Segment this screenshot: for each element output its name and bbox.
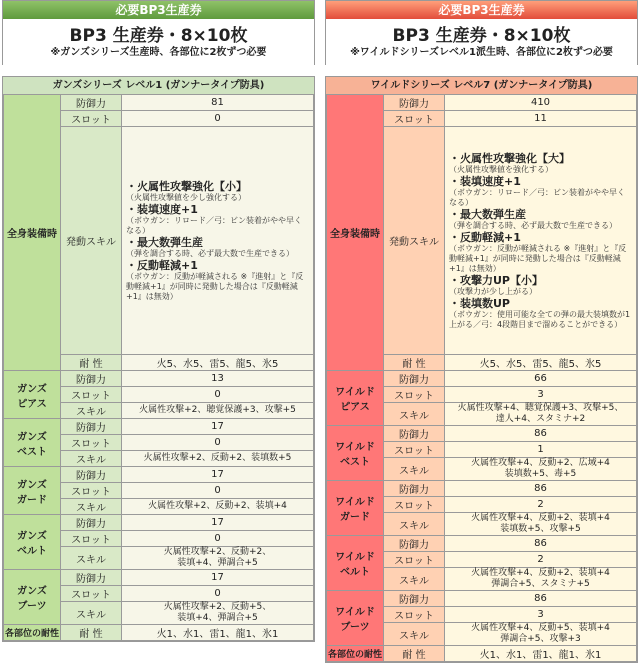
bottom-category: 各部位の耐性 [327,646,384,662]
bottom-label: 耐 性 [384,646,445,662]
bottom-value: 火1、水1、雷1、龍1、氷1 [445,646,637,662]
part-def-value: 86 [445,481,637,497]
skill-name: ・最大数弾生産 [126,235,203,249]
right-header-bar: 必要BP3生産券 [326,1,637,19]
table-row [4,95,314,111]
table-row [327,536,637,552]
right-header-main [326,19,637,65]
skill-name: ・反動軽減+1 [449,230,521,244]
skill-name: ・反動軽減+1 [126,258,198,272]
part-def-label: 防御力 [61,515,122,531]
table-row [4,371,314,387]
bottom-category: 各部位の耐性 [4,625,61,641]
part-name: ワイルド ピアス [327,371,384,426]
def-label: 防御力 [384,95,445,111]
skill-name: ・装填速度+1 [449,174,521,188]
left-header-subtitle: ※ガンズシリーズ生産時、各部位に2枚ずつ必要 [50,47,267,58]
skill-name: ・火属性攻撃強化【小】 [126,179,247,193]
part-skill-value: 火属性攻撃+4、反動+2、装填+4 弾調合+5、スタミナ+5 [445,568,637,591]
part-name: ガンズ ピアス [4,371,61,419]
skill-name: ・最大数弾生産 [449,207,526,221]
skill-list [445,127,637,355]
table-row [4,467,314,483]
slot-label: スロット [384,111,445,127]
part-slot-value: 2 [445,497,637,513]
part-name: ガンズ ガード [4,467,61,515]
left-header-bar: 必要BP3生産券 [3,1,314,19]
part-name: ガンズ ベルト [4,515,61,570]
skill-desc: （火属性攻撃値を少し強化する） [126,192,246,202]
table-row [327,481,637,497]
skill-name: ・火属性攻撃強化【大】 [449,151,570,165]
part-skill-label: スキル [384,513,445,536]
part-skill-label: スキル [61,451,122,467]
res-value: 火5、水5、雷5、龍5、氷5 [122,355,314,371]
part-skill-value: 火属性攻撃+2、反動+5、 装填+4、弾調合+5 [122,602,314,625]
part-slot-label: スロット [384,552,445,568]
slot-value: 11 [445,111,637,127]
res-label: 耐 性 [384,355,445,371]
def-value: 81 [122,95,314,111]
part-def-value: 17 [122,467,314,483]
skill-desc: （弾を調合する時、必ず最大数で生産できる） [449,220,617,230]
part-slot-value: 0 [122,586,314,602]
part-slot-value: 1 [445,442,637,458]
skill-item [126,203,309,236]
part-def-value: 17 [122,419,314,435]
part-name: ワイルド ベルト [327,536,384,591]
part-name: ワイルド ベスト [327,426,384,481]
skill-name: ・装填数UP [449,296,510,310]
right-table [326,94,637,662]
part-def-label: 防御力 [384,481,445,497]
part-def-label: 防御力 [61,467,122,483]
skill-item [449,231,632,274]
table-row [4,515,314,531]
skill-desc: （火属性攻撃値を強化する） [449,164,553,174]
set-label: 全身装備時 [4,95,61,371]
part-name: ワイルド ブーツ [327,591,384,646]
slot-value: 0 [122,111,314,127]
part-name: ガンズ ベスト [4,419,61,467]
table-row [327,591,637,607]
part-slot-label: スロット [61,387,122,403]
part-slot-label: スロット [61,531,122,547]
part-skill-value: 火属性攻撃+2、反動+2、装填数+5 [122,451,314,467]
def-value: 410 [445,95,637,111]
skill-item [449,297,632,330]
part-def-label: 防御力 [384,591,445,607]
part-slot-value: 0 [122,531,314,547]
skill-desc: （ボウガン：反動が軽減される ※『進射』と『反動軽減+1』が同時に発動した場合は『反動軽減+1』は無効） [126,271,304,301]
skill-item [449,175,632,208]
part-def-value: 17 [122,570,314,586]
part-skill-label: スキル [384,568,445,591]
skill-desc: （ボウガン：反動が軽減される ※『進射』と『反動軽減+1』が同時に発動した場合は『反動軽減+1』は無効） [449,243,627,273]
skill-item [449,152,632,175]
part-def-value: 86 [445,591,637,607]
part-skill-label: スキル [384,403,445,426]
table-row [4,419,314,435]
skill-desc: （ボウガン：リロード／弓：ビン装着がやや早くなる） [126,215,302,235]
part-skill-label: スキル [61,547,122,570]
skill-desc: （ボウガン：使用可能な全ての弾の最大装填数が1上がる／弓：4段階目まで溜めることができる） [449,309,631,329]
part-def-value: 17 [122,515,314,531]
skill-item [126,236,309,259]
part-slot-value: 0 [122,435,314,451]
left-header [2,0,315,65]
def-label: 防御力 [61,95,122,111]
part-slot-label: スロット [61,435,122,451]
right-panel [325,76,638,663]
table-row [4,625,314,641]
table-row [4,570,314,586]
right-header-title: BP3 生産券・8×10枚 [392,26,571,46]
skill-desc: （弾を調合する時、必ず最大数で生産できる） [126,248,294,258]
part-slot-label: スロット [61,586,122,602]
part-name: ワイルド ガード [327,481,384,536]
part-skill-label: スキル [384,458,445,481]
skill-desc: （攻撃力が少し上がる） [449,286,537,296]
left-panel-title: ガンズシリーズ レベル1 (ガンナータイプ防具) [3,77,314,94]
part-skill-value: 火属性攻撃+2、聴覚保護+3、攻撃+5 [122,403,314,419]
left-column [2,0,315,663]
skill-list [122,127,314,355]
part-def-value: 86 [445,536,637,552]
part-slot-label: スロット [384,442,445,458]
bottom-value: 火1、水1、雷1、龍1、氷1 [122,625,314,641]
part-def-label: 防御力 [61,371,122,387]
part-skill-value: 火属性攻撃+4、反動+2、広域+4 装填数+5、毒+5 [445,458,637,481]
right-header [325,0,638,65]
bottom-label: 耐 性 [61,625,122,641]
part-skill-value: 火属性攻撃+4、反動+5、装填+4 弾調合+5、攻撃+3 [445,623,637,646]
table-row [327,426,637,442]
part-def-label: 防御力 [384,536,445,552]
part-skill-label: スキル [61,499,122,515]
part-def-value: 86 [445,426,637,442]
part-skill-value: 火属性攻撃+4、反動+2、装填+4 装填数+5、攻撃+5 [445,513,637,536]
skill-label: 発動スキル [384,127,445,355]
part-def-value: 13 [122,371,314,387]
skill-item [449,274,632,297]
part-skill-value: 火属性攻撃+2、反動+2、 装填+4、弾調合+5 [122,547,314,570]
skill-name: ・攻撃力UP【小】 [449,273,543,287]
table-row [327,371,637,387]
part-slot-value: 0 [122,483,314,499]
left-panel [2,76,315,642]
part-slot-label: スロット [384,387,445,403]
skill-label: 発動スキル [61,127,122,355]
set-label: 全身装備時 [327,95,384,371]
skill-desc: （ボウガン：リロード／弓：ビン装着がやや早くなる） [449,187,625,207]
right-column [325,0,638,663]
slot-label: スロット [61,111,122,127]
part-def-label: 防御力 [384,426,445,442]
part-slot-label: スロット [384,607,445,623]
part-def-label: 防御力 [384,371,445,387]
part-def-label: 防御力 [61,570,122,586]
left-header-main [3,19,314,65]
part-slot-label: スロット [61,483,122,499]
skill-item [126,180,309,203]
right-panel-title: ワイルドシリーズ レベル7 (ガンナータイプ防具) [326,77,637,94]
left-header-title: BP3 生産券・8×10枚 [69,26,248,46]
part-skill-label: スキル [61,403,122,419]
part-slot-value: 0 [122,387,314,403]
part-skill-value: 火属性攻撃+2、反動+2、装填+4 [122,499,314,515]
part-slot-label: スロット [384,497,445,513]
part-slot-value: 3 [445,387,637,403]
part-name: ガンズ ブーツ [4,570,61,625]
left-table [3,94,314,641]
part-def-value: 66 [445,371,637,387]
part-skill-label: スキル [384,623,445,646]
skill-name: ・装填速度+1 [126,202,198,216]
skill-item [126,259,309,302]
res-label: 耐 性 [61,355,122,371]
res-value: 火5、水5、雷5、龍5、氷5 [445,355,637,371]
table-row [327,95,637,111]
table-row [327,646,637,662]
part-slot-value: 3 [445,607,637,623]
part-slot-value: 2 [445,552,637,568]
part-def-label: 防御力 [61,419,122,435]
right-header-subtitle: ※ワイルドシリーズレベル1派生時、各部位に2枚ずつ必要 [350,47,613,58]
part-skill-label: スキル [61,602,122,625]
skill-item [449,208,632,231]
part-skill-value: 火属性攻撃+4、聴覚保護+3、攻撃+5、 達人+4、スタミナ+2 [445,403,637,426]
